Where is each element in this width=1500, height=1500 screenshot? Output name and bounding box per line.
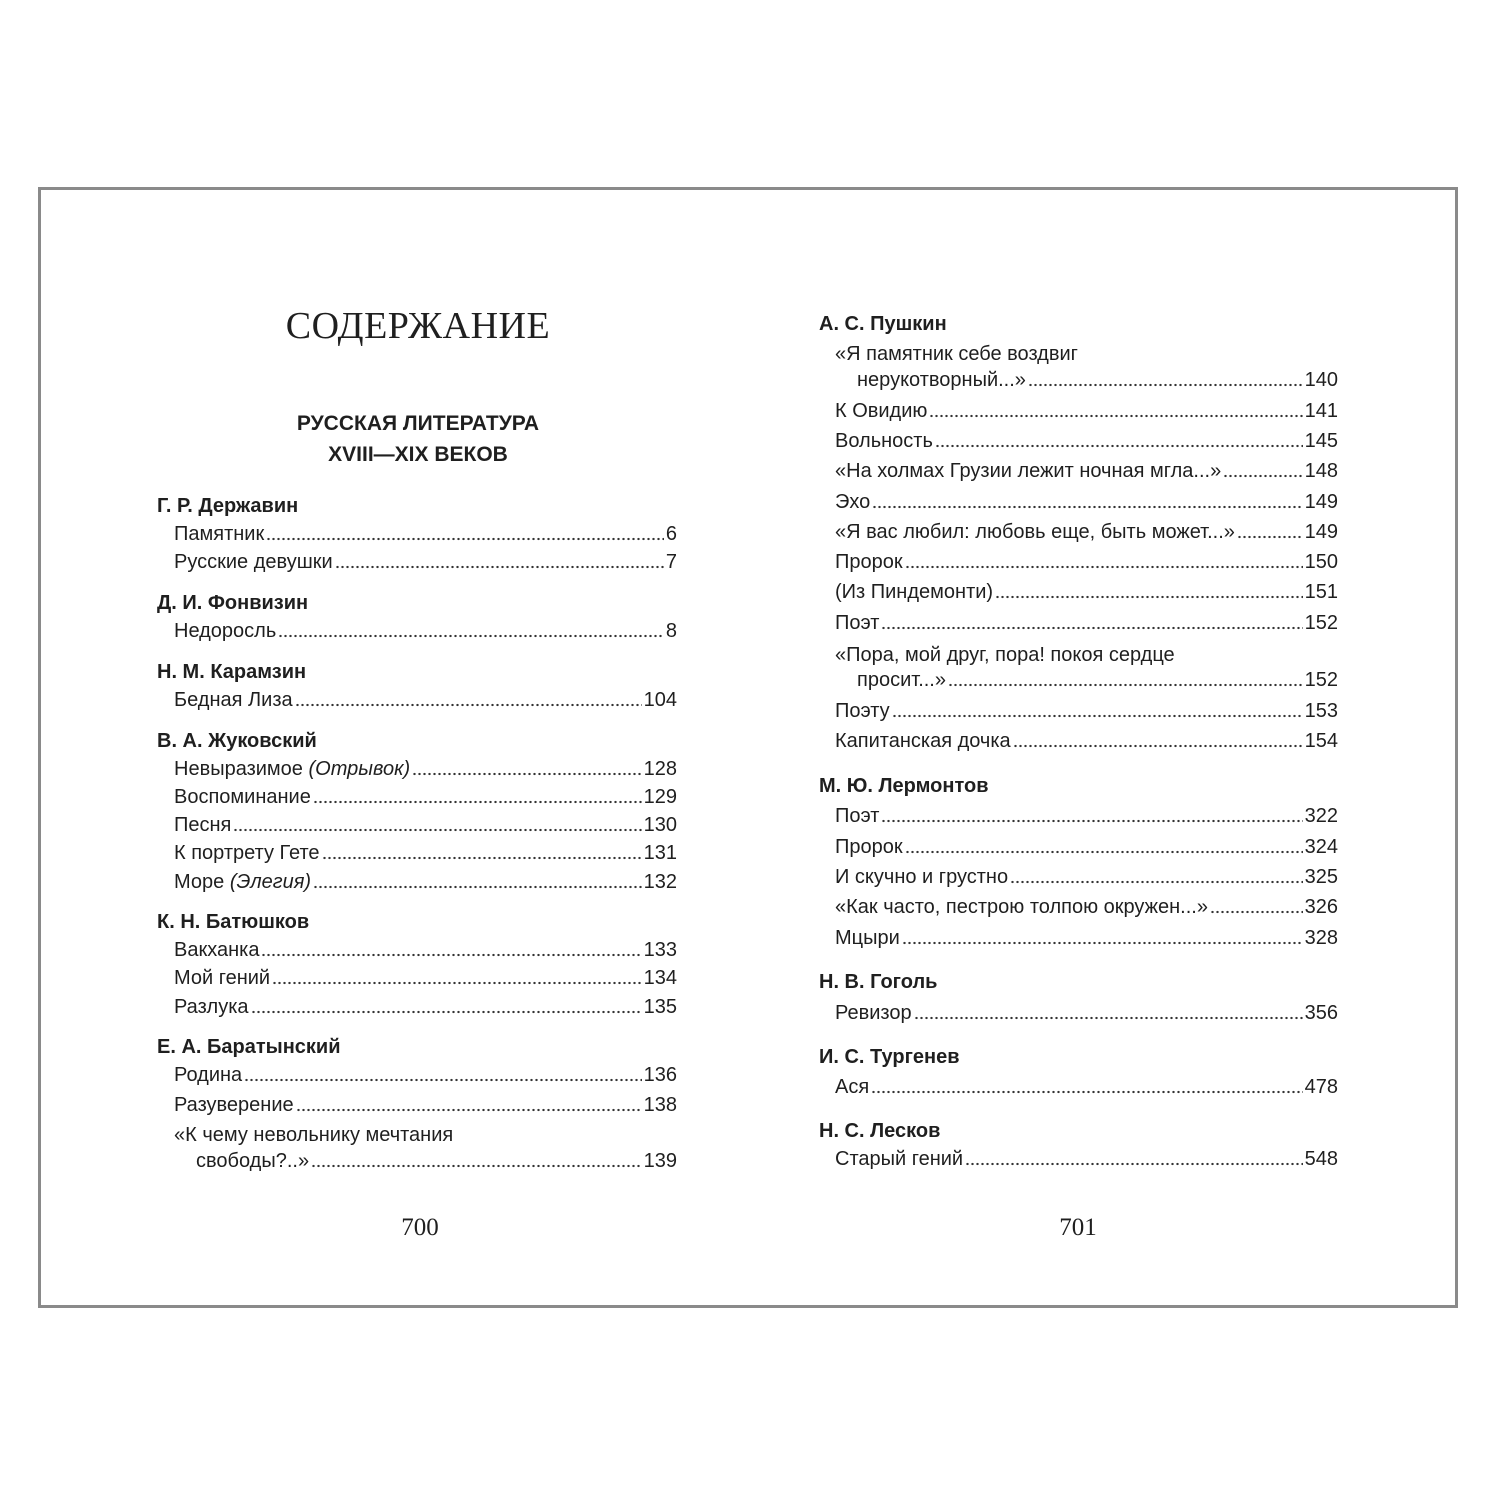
leader-dots	[322, 842, 642, 862]
toc-entry[interactable]	[174, 755, 677, 783]
toc-entry[interactable]	[835, 518, 1338, 546]
entry-title: (Из Пиндемонти)	[835, 581, 994, 603]
entry-title: нерукотворный...»	[857, 369, 1026, 391]
toc-entry[interactable]	[196, 1147, 677, 1175]
toc-entry[interactable]	[174, 617, 677, 645]
toc-entry[interactable]	[174, 868, 677, 896]
entry-subtitle: (Отрывок)	[308, 758, 411, 780]
entry-page: 138	[643, 1094, 677, 1116]
author-heading: А. С. Пушкин	[819, 313, 947, 335]
entry-title: Недоросль	[174, 620, 277, 642]
entry-title: Капитанская дочка	[835, 730, 1011, 752]
leader-dots	[311, 1150, 642, 1170]
entry-page: 139	[643, 1150, 677, 1172]
entry-page: 135	[643, 996, 677, 1018]
author-heading: М. Ю. Лермонтов	[819, 775, 989, 797]
section-title-line-1: РУССКАЯ ЛИТЕРАТУРА	[296, 412, 540, 435]
entry-title: Море (Элегия)	[174, 871, 312, 893]
entry-page: 148	[1304, 460, 1338, 482]
entry-title: Памятник	[174, 523, 265, 545]
toc-entry[interactable]	[835, 833, 1338, 861]
toc-entry[interactable]	[174, 993, 677, 1021]
entry-title: «Я вас любил: любовь еще, быть может...»	[835, 521, 1235, 543]
author-heading: Г. Р. Державин	[157, 495, 299, 517]
leader-dots	[1013, 730, 1303, 750]
toc-entry[interactable]	[835, 924, 1338, 952]
entry-page: 324	[1304, 836, 1338, 858]
toc-entry[interactable]	[174, 686, 677, 714]
leader-dots	[1237, 521, 1303, 541]
toc-entry[interactable]	[835, 893, 1338, 921]
entry-title: К Овидию	[835, 400, 928, 422]
toc-entry[interactable]	[835, 863, 1338, 891]
toc-entry[interactable]	[835, 548, 1338, 576]
entry-title: просит...»	[857, 669, 946, 691]
entry-page: 128	[643, 758, 677, 780]
entry-title: Вакханка	[174, 939, 260, 961]
toc-entry[interactable]	[174, 1061, 677, 1089]
entry-page: 153	[1304, 700, 1338, 722]
entry-page: 154	[1304, 730, 1338, 752]
entry-title: Русские девушки	[174, 551, 333, 573]
toc-entry[interactable]	[835, 1145, 1338, 1173]
entry-title: Вольность	[835, 430, 933, 452]
entry-page: 132	[643, 871, 677, 893]
toc-entry[interactable]	[174, 936, 677, 964]
leader-dots	[1223, 460, 1302, 480]
entry-title: К портрету Гете	[174, 842, 320, 864]
leader-dots	[905, 836, 1303, 856]
entry-page: 136	[643, 1064, 677, 1086]
entry-page: 131	[643, 842, 677, 864]
leader-dots	[1210, 896, 1303, 916]
section-title	[258, 408, 578, 470]
author-heading: Н. В. Гоголь	[819, 971, 938, 993]
leader-dots	[233, 814, 641, 834]
leader-dots	[914, 1002, 1303, 1022]
entry-page: 150	[1304, 551, 1338, 573]
entry-page: 326	[1304, 896, 1338, 918]
leader-dots	[965, 1148, 1303, 1168]
leader-dots	[929, 400, 1302, 420]
leader-dots	[1028, 369, 1303, 389]
entry-page: 478	[1304, 1076, 1338, 1098]
entry-title: Родина	[174, 1064, 243, 1086]
entry-title: Поэту	[835, 700, 890, 722]
toc-entry[interactable]	[857, 666, 1338, 694]
page-number-right: 701	[1059, 1214, 1097, 1241]
entry-page: 325	[1304, 866, 1338, 888]
leader-dots	[902, 927, 1303, 947]
entry-page: 328	[1304, 927, 1338, 949]
leader-dots	[872, 491, 1302, 511]
leader-dots	[295, 689, 642, 709]
entry-title: Мцыри	[835, 927, 900, 949]
author-heading: В. А. Жуковский	[157, 730, 317, 752]
entry-page: 134	[643, 967, 677, 989]
entry-page: 104	[643, 689, 677, 711]
leader-dots	[905, 551, 1303, 571]
entry-title: Эхо	[835, 491, 871, 513]
page-number-left: 700	[401, 1214, 439, 1241]
toc-entry[interactable]	[835, 802, 1338, 830]
toc-entry[interactable]	[174, 783, 677, 811]
leader-dots	[871, 1076, 1302, 1096]
entry-page: 8	[665, 620, 677, 642]
leader-dots	[881, 612, 1302, 632]
entry-title: свободы?..»	[196, 1150, 310, 1172]
entry-page: 145	[1304, 430, 1338, 452]
entry-title: Невыразимое (Отрывок)	[174, 758, 411, 780]
author-heading: Н. С. Лесков	[819, 1120, 941, 1142]
entry-title: Поэт	[835, 805, 880, 827]
entry-title: Разуверение	[174, 1094, 294, 1116]
entry-first-line[interactable]: «К чему невольнику мечтания	[174, 1124, 454, 1146]
toc-entry[interactable]	[174, 811, 677, 839]
toc-entry[interactable]	[174, 1091, 677, 1119]
entry-page: 152	[1304, 669, 1338, 691]
entry-title: Разлука	[174, 996, 249, 1018]
entry-title: Ася	[835, 1076, 870, 1098]
leader-dots	[272, 967, 642, 987]
leader-dots	[935, 430, 1303, 450]
entry-title: Мой гений	[174, 967, 271, 989]
leader-dots	[296, 1094, 642, 1114]
entry-page: 129	[643, 786, 677, 808]
leader-dots	[244, 1064, 641, 1084]
toc-entry[interactable]	[835, 427, 1338, 455]
entry-title: И скучно и грустно	[835, 866, 1009, 888]
leader-dots	[251, 996, 642, 1016]
entry-page: 133	[643, 939, 677, 961]
entry-page: 152	[1304, 612, 1338, 634]
toc-entry[interactable]	[835, 1073, 1338, 1101]
entry-title: Ревизор	[835, 1002, 912, 1024]
entry-title: «Как часто, пестрою толпою окружен...»	[835, 896, 1208, 918]
toc-entry[interactable]	[174, 839, 677, 867]
toc-entry[interactable]	[835, 697, 1338, 725]
entry-title: Поэт	[835, 612, 880, 634]
leader-dots	[313, 871, 642, 891]
toc-entry[interactable]	[174, 548, 677, 576]
leader-dots	[995, 581, 1303, 601]
leader-dots	[266, 523, 664, 543]
author-heading: Д. И. Фонвизин	[157, 592, 309, 614]
author-heading: И. С. Тургенев	[819, 1046, 960, 1068]
entry-title: Старый гений	[835, 1148, 964, 1170]
leader-dots	[313, 786, 642, 806]
entry-first-line[interactable]: «Пора, мой друг, пора! покоя сердце	[835, 644, 1175, 666]
toc-entry[interactable]	[835, 727, 1338, 755]
entry-page: 140	[1304, 369, 1338, 391]
leader-dots	[948, 669, 1303, 689]
leader-dots	[335, 551, 664, 571]
entry-page: 151	[1304, 581, 1338, 603]
author-heading: Н. М. Карамзин	[157, 661, 307, 683]
leader-dots	[892, 700, 1303, 720]
entry-title: Воспоминание	[174, 786, 311, 808]
author-heading: К. Н. Батюшков	[157, 911, 310, 933]
entry-page: 149	[1304, 521, 1338, 543]
author-heading: Е. А. Баратынский	[157, 1036, 341, 1058]
toc-entry[interactable]	[835, 578, 1338, 606]
entry-first-line[interactable]: «Я памятник себе воздвиг	[835, 343, 1078, 365]
toc-entry[interactable]	[835, 999, 1338, 1027]
section-title-line-2: XVIII—XIX ВЕКОВ	[328, 443, 508, 466]
leader-dots	[881, 805, 1302, 825]
entry-title: Бедная Лиза	[174, 689, 293, 711]
leader-dots	[278, 620, 664, 640]
entry-page: 6	[665, 523, 677, 545]
entry-page: 7	[665, 551, 677, 573]
entry-page: 149	[1304, 491, 1338, 513]
toc-entry[interactable]	[857, 366, 1338, 394]
toc-entry[interactable]	[174, 964, 677, 992]
entry-page: 548	[1304, 1148, 1338, 1170]
entry-page: 322	[1304, 805, 1338, 827]
toc-entry[interactable]	[835, 488, 1338, 516]
entry-title: Пророк	[835, 551, 903, 573]
entry-title: Пророк	[835, 836, 903, 858]
entry-page: 141	[1304, 400, 1338, 422]
entry-title: Песня	[174, 814, 232, 836]
toc-entry[interactable]	[174, 520, 677, 548]
toc-entry[interactable]	[835, 609, 1338, 637]
leader-dots	[412, 758, 641, 778]
leader-dots	[1010, 866, 1303, 886]
toc-entry[interactable]	[835, 397, 1338, 425]
entry-subtitle: (Элегия)	[229, 871, 312, 893]
entry-title: «На холмах Грузии лежит ночная мгла...»	[835, 460, 1222, 482]
page-title: СОДЕРЖАНИЕ	[285, 305, 551, 347]
entry-page: 356	[1304, 1002, 1338, 1024]
leader-dots	[261, 939, 641, 959]
toc-entry[interactable]	[835, 457, 1338, 485]
entry-page: 130	[643, 814, 677, 836]
